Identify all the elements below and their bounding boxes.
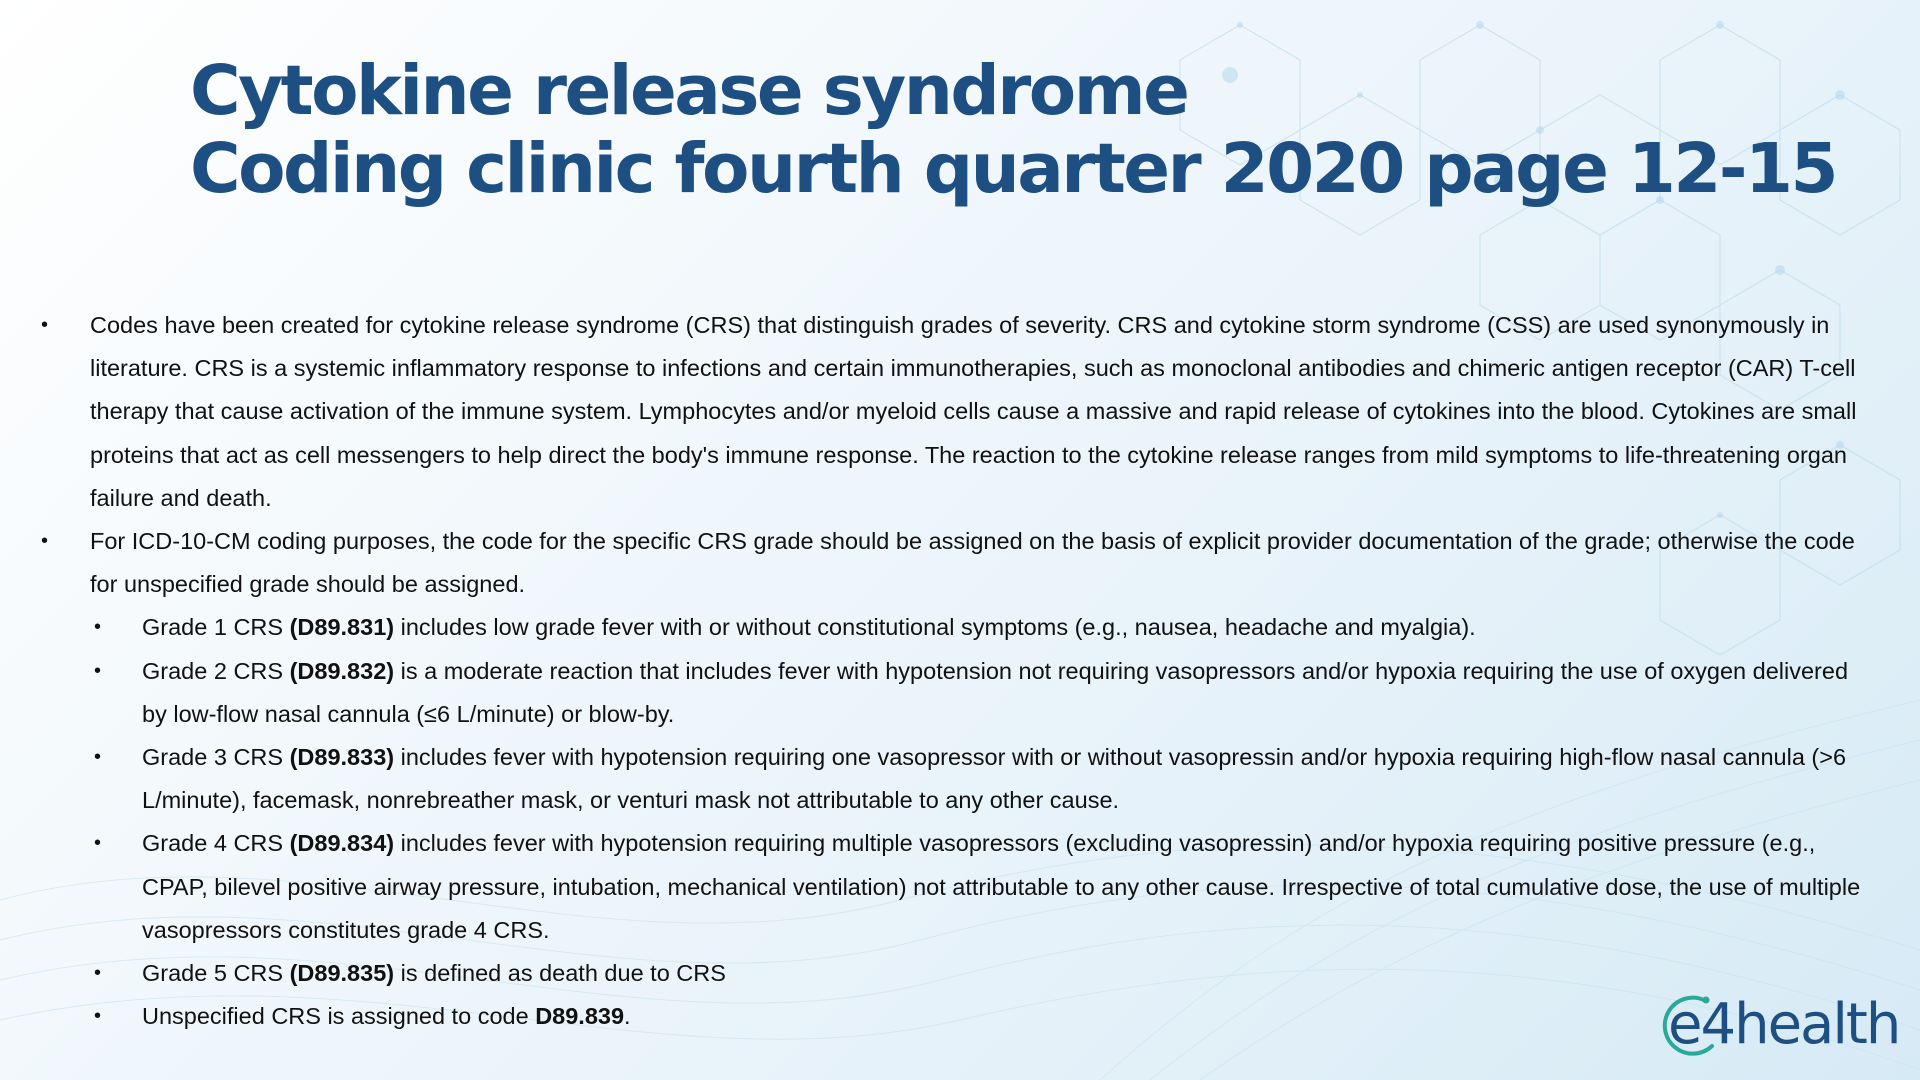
unspecified-prefix: Unspecified CRS is assigned to code	[142, 1003, 536, 1030]
grade-label: Grade 3 CRS	[142, 744, 290, 771]
title-line-1: Cytokine release syndrome	[190, 51, 1188, 131]
grade-code: (D89.835)	[289, 960, 395, 987]
bullet-grade-3	[142, 736, 1862, 822]
grade-code: (D89.833)	[289, 744, 395, 771]
grade-code: (D89.834)	[289, 830, 395, 857]
bullet-grade-4	[142, 822, 1862, 952]
grade-code: (D89.831)	[289, 614, 395, 641]
bullet-grade-5	[142, 952, 1862, 995]
bullet-intro: • Codes have been created for cytokine release syndrome (CRS) that distinguish grades of severity. CRS and cytokine storm syndrome (CSS) are used synonymously in literature. CRS is a systemic inflammatory response to infections and certain immunotherapies, such as monoclonal antibodies and chimeric antigen receptor (CAR) T-cell therapy that cause activation of the immune system. Lymphocytes and/or myeloid cells cause a massive and rapid release of cytokines into the blood. Cytokines are small proteins that act as cell messengers to help direct the body's immune response. The reaction to the cytokine release ranges from mild symptoms to life-threatening organ failure and death.	[90, 304, 1860, 520]
grade-label: Grade 5 CRS	[142, 960, 290, 987]
unspecified-suffix: .	[624, 1003, 631, 1030]
bullet-coding-purposes: • For ICD-10-CM coding purposes, the code for the specific CRS grade should be assigned on the basis of explicit provider documentation of the grade; otherwise the code for unspecified grade should be assigned.	[90, 520, 1860, 606]
grade-description: is a moderate reaction that includes fever with hypotension not requiring vasopressors and/or hypoxia requiring the use of oxygen delivered by low-flow nasal cannula (≤6 L/minute) or blow-by.	[142, 657, 1849, 727]
bullet-grade-2	[142, 650, 1862, 736]
grade-description: includes fever with hypotension requiring multiple vasopressors (excluding vasopressin) and/or hypoxia requiring positive pressure (e.g., CPAP, bilevel positive airway pressure, intubation, mechanical ventilation) not attributable to any other cause. Irrespective of total cumulative dose, the use of multiple vasopressors constitutes grade 4 CRS.	[142, 830, 1861, 943]
unspecified-code: D89.839	[535, 1003, 625, 1030]
bullet-grade-1	[142, 606, 1862, 649]
grade-description: includes low grade fever with or without constitutional symptoms (e.g., nausea, headache and myalgia).	[394, 614, 1476, 641]
logo-text: e4health	[1668, 992, 1900, 1057]
grade-code: (D89.832)	[289, 657, 395, 684]
e4health-logo	[1668, 990, 1900, 1060]
bullet-list	[0, 304, 1900, 1038]
grade-description: is defined as death due to CRS	[394, 960, 726, 987]
slide-title	[190, 52, 1836, 208]
grade-label: Grade 1 CRS	[142, 614, 290, 641]
grade-label: Grade 2 CRS	[142, 657, 290, 684]
grade-description: includes fever with hypotension requiring one vasopressor with or without vasopressin and/or hypoxia requiring high-flow nasal cannula (>6 L/minute), facemask, nonrebreather mask, or venturi mask not attributable to any other cause.	[142, 744, 1847, 814]
grade-label: Grade 4 CRS	[142, 830, 290, 857]
title-line-2: Coding clinic fourth quarter 2020 page 12-15	[190, 129, 1837, 209]
bullet-unspecified	[142, 995, 1862, 1038]
